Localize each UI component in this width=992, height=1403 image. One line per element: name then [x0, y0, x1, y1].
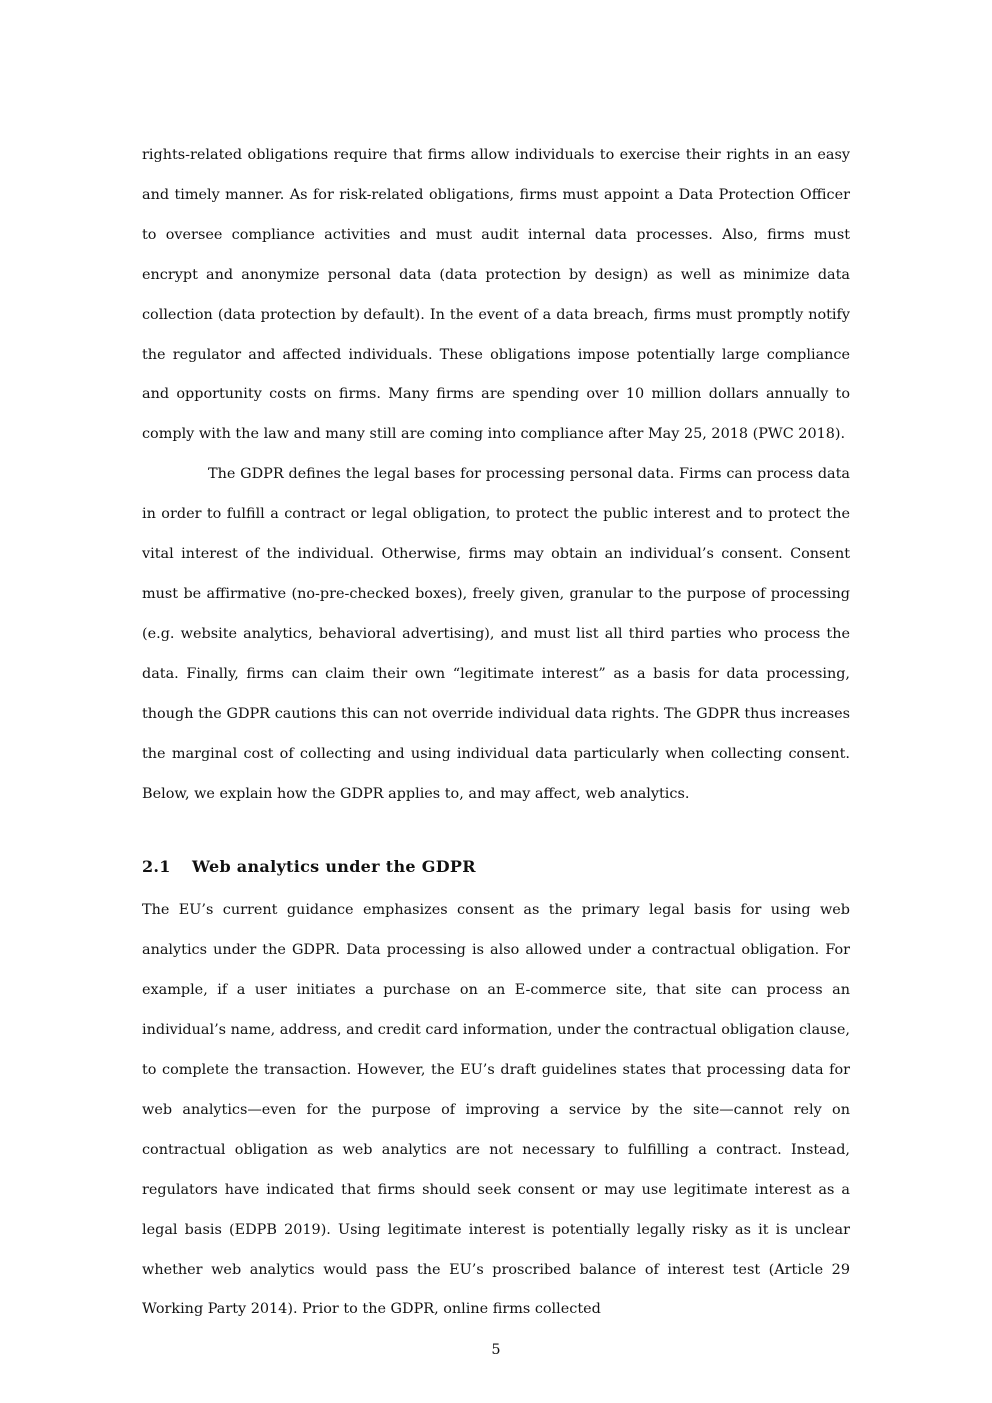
paragraph-legal-bases: The GDPR defines the legal bases for processing personal data. Firms can process data in order to fulfill a contract or legal obligation, to protect the public interest and to protect the vital interest of the individual. Otherwise, firms may obtain an individual’s consent. Consent must be affirmative (no-pre-checked boxes), freely given, granular to the purpose of processing (e.g. website analytics, behavioral advertising), and must list all third parties who process the data. Finally, firms can claim their own “legitimate interest” as a basis for data processing, though the GDPR cautions this can not override individual data rights. The GDPR thus increases the marginal cost of collecting and using individual data particularly when collecting consent. Below, we explain how the GDPR applies to, and may affect, web analytics.: [142, 466, 850, 802]
section-heading: [142, 855, 850, 879]
section-title: Web analytics under the GDPR: [192, 857, 476, 877]
page-number: 5: [491, 1342, 501, 1358]
paragraph-web-analytics: The EU’s current guidance emphasizes consent as the primary legal basis for using web analytics under the GDPR. Data processing is also allowed under a contractual obligation. For example, if a user initiates a purchase on an E-commerce site, that site can process an individual’s name, address, and credit card information, under the contractual obligation clause, to complete the transaction. However, the EU’s draft guidelines states that processing data for web analytics—even for the purpose of improving a service by the site—cannot rely on contractual obligation as web analytics are not necessary to fulfilling a contract. Instead, regulators have indicated that firms should seek consent or may use legitimate interest as a legal basis (EDPB 2019). Using legitimate interest is potentially legally risky as it is unclear whether web analytics would pass the EU’s proscribed balance of interest test (Article 29 Working Party 2014). Prior to the GDPR, online firms collected: [142, 902, 850, 1318]
page-body: [142, 136, 850, 1330]
paragraph-obligations: rights-related obligations require that firms allow individuals to exercise their rights in an easy and timely manner. As for risk-related obligations, firms must appoint a Data Protection Officer to oversee compliance activities and must audit internal data processes. Also, firms must encrypt and anonymize personal data (data protection by design) as well as minimize data collection (data protection by default). In the event of a data breach, firms must promptly notify the regulator and affected individuals. These obligations impose potentially large compliance and opportunity costs on firms. Many firms are spending over 10 million dollars annually to comply with the law and many still are coming into compliance after May 25, 2018 (PWC 2018).: [142, 147, 850, 443]
section-number: 2.1: [142, 857, 171, 877]
